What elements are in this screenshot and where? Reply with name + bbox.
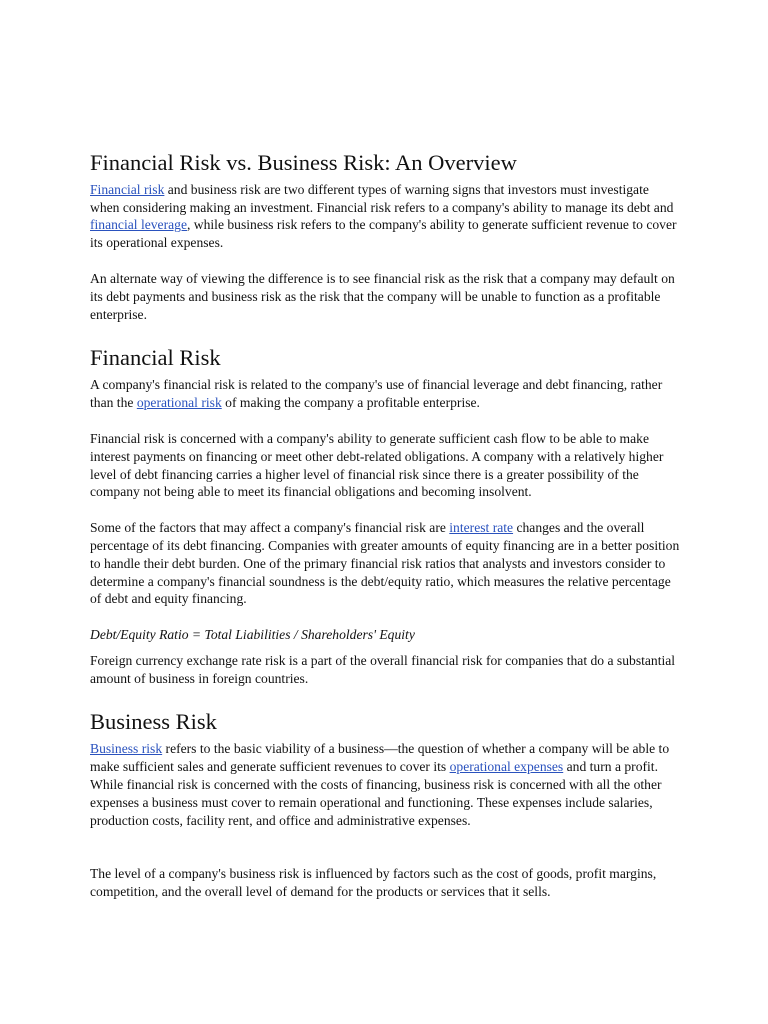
financial-leverage-link[interactable]: financial leverage bbox=[90, 217, 187, 233]
fr-p1-text-1: A company's financial risk is related to the company's use of financial leverage and debt financing, rather than the bbox=[90, 377, 663, 411]
business-risk-paragraph-1 bbox=[90, 740, 680, 829]
fr-p3-text-1: Some of the factors that may affect a company's financial risk are bbox=[90, 520, 450, 536]
br-p1-text-1: refers to the basic viability of a business—the question of whether a company will be able to make sufficient sales and generate sufficient revenues to cover its bbox=[90, 741, 670, 775]
financial-risk-paragraph-2: Financial risk is concerned with a company's ability to generate sufficient cash flow to be able to make interest payments on financing or meet other debt-related obligations. A company with a relatively higher level of debt financing carries a higher level of financial risk since there is a greater possibility of the company not being able to meet its financial obligations and becoming insolvent. bbox=[90, 430, 664, 500]
overview-paragraph-1 bbox=[90, 181, 680, 252]
document-page bbox=[90, 150, 680, 919]
fr-p1-text-2: of making the company a profitable enterprise. bbox=[221, 395, 480, 411]
financial-risk-paragraph-3 bbox=[90, 519, 680, 608]
business-risk-link[interactable]: Business risk bbox=[90, 741, 163, 757]
overview-p1-text-1: and business risk are two different types of warning signs that investors must investigate when considering making an investment. Financial risk refers to a company's ability to manage its debt and bbox=[90, 181, 674, 215]
debt-equity-formula: Debt/Equity Ratio = Total Liabilities / Shareholders' Equity bbox=[90, 627, 415, 643]
overview-paragraph-2: An alternate way of viewing the difference is to see financial risk as the risk that a company may default on its debt payments and business risk as the risk that the company will be unable to function as a profitable enterprise. bbox=[90, 271, 675, 322]
interest-rate-link[interactable]: interest rate bbox=[449, 520, 514, 536]
financial-risk-paragraph-1 bbox=[90, 376, 680, 412]
business-risk-heading: Business Risk bbox=[90, 709, 217, 735]
operational-expenses-link[interactable]: operational expenses bbox=[449, 759, 564, 775]
business-risk-paragraph-2: The level of a company's business risk is influenced by factors such as the cost of goods, profit margins, competition, and the overall level of demand for the products or services that it sells. bbox=[90, 866, 657, 900]
br-p1-text-2: and turn a profit. While financial risk is concerned with the costs of financing, business risk is concerned with all the other expenses a business must cover to remain operational and functioning. These expenses include salaries, production costs, facility rent, and office and administrative expenses. bbox=[90, 759, 662, 828]
operational-risk-link[interactable]: operational risk bbox=[136, 395, 222, 411]
overview-p1-text-2: , while business risk refers to the company's ability to generate sufficient revenue to cover its operational expenses. bbox=[90, 217, 677, 251]
financial-risk-link[interactable]: Financial risk bbox=[90, 181, 165, 197]
article-title: Financial Risk vs. Business Risk: An Overview bbox=[90, 150, 517, 175]
financial-risk-heading: Financial Risk bbox=[90, 345, 221, 371]
financial-risk-paragraph-4: Foreign currency exchange rate risk is a part of the overall financial risk for companies that do a substantial amount of business in foreign countries. bbox=[90, 652, 676, 686]
fr-p3-text-2: changes and the overall percentage of its debt financing. Companies with greater amounts of equity financing are in a better position to handle their debt burden. One of the primary financial risk ratios that analysts and investors consider to determine a company's financial soundness is the debt/equity ratio, which measures the relative percentage of debt and equity financing. bbox=[90, 520, 680, 607]
